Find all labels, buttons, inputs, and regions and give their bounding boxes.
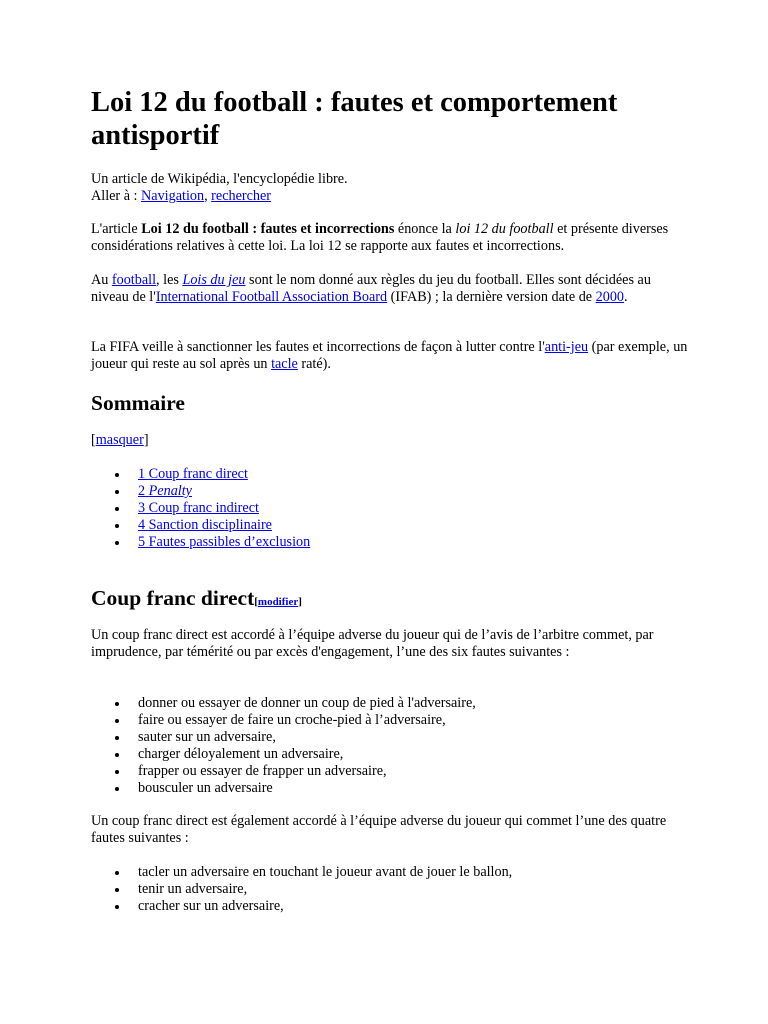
text: Au <box>91 272 112 288</box>
edit-section <box>254 596 302 608</box>
lois-du-jeu-link[interactable]: Lois du jeu <box>182 272 246 288</box>
toc-number: 1 <box>138 466 146 482</box>
list-item: bousculer un adversaire <box>91 780 691 797</box>
toc-hide-link[interactable]: masquer <box>95 432 144 448</box>
section-title: Coup franc direct <box>91 586 255 610</box>
text: sont le nom donné aux règles du jeu du football. Elles sont décidées au niveau de l' <box>91 272 651 305</box>
toc-link-coup-franc-direct[interactable] <box>138 466 248 482</box>
fouls-list <box>91 864 691 915</box>
list-item: cracher sur un adversaire, <box>91 898 691 915</box>
year-2000-link[interactable]: 2000 <box>595 289 625 305</box>
section-heading-coup-franc-direct <box>91 585 302 615</box>
fouls-list <box>91 695 691 797</box>
toc-link-penalty[interactable] <box>138 483 192 499</box>
anti-jeu-link[interactable]: anti-jeu <box>544 339 589 355</box>
list-item: tacler un adversaire en touchant le joueur avant de jouer le ballon, <box>91 864 691 881</box>
text: (IFAB) ; la dernière version date de <box>387 289 596 305</box>
toc-heading: Sommaire <box>91 391 185 415</box>
toc-toggle <box>91 432 691 449</box>
toc-number: 4 <box>138 517 146 533</box>
toc-link-coup-franc-indirect[interactable] <box>138 500 259 516</box>
bracket: [ <box>254 596 258 608</box>
page-title: Loi 12 du football : fautes et comportement antisportif <box>91 87 618 151</box>
bracket: ] <box>298 596 302 608</box>
list-item: charger déloyalement un adversaire, <box>91 746 691 763</box>
toc-number: 3 <box>138 500 146 516</box>
football-link[interactable]: football <box>111 272 157 288</box>
source-line: Un article de Wikipédia, l'encyclopédie libre. <box>91 171 348 187</box>
list-item: tenir un adversaire, <box>91 881 691 898</box>
text: raté). <box>297 356 331 372</box>
toc-number: 5 <box>138 534 146 550</box>
article-subject: Loi 12 du football : fautes et incorrections <box>141 221 395 237</box>
paragraph-intro <box>91 221 691 255</box>
text: L'article <box>91 221 142 237</box>
toc-number: 2 <box>138 483 146 499</box>
toc-label: Fautes passibles d’exclusion <box>148 534 311 550</box>
list-item: donner ou essayer de donner un coup de pied à l'adversaire, <box>91 695 691 712</box>
toc-list <box>91 466 691 551</box>
text: , les <box>156 272 183 288</box>
text: et présente diverses considérations relatives à cette loi. La loi 12 se rapporte aux fautes et incorrections. <box>91 221 669 254</box>
goto-separator: , <box>204 188 212 204</box>
toc-link-sanction-disciplinaire[interactable] <box>138 517 272 533</box>
toc-item <box>91 500 691 517</box>
navigation-link[interactable]: Navigation <box>141 188 205 204</box>
article-intro <box>91 171 691 205</box>
text: La FIFA veille à sanctionner les fautes et incorrections de façon à lutter contre l' <box>91 339 545 355</box>
section-paragraph: Un coup franc direct est également accordé à l’équipe adverse du joueur qui commet l’une des quatre fautes suivantes : <box>91 813 667 846</box>
text: énonce la <box>394 221 456 237</box>
bracket: ] <box>143 432 149 448</box>
toc-item <box>91 483 691 500</box>
edit-section-link[interactable]: modifier <box>257 596 299 608</box>
paragraph-laws <box>91 272 691 306</box>
list-item: faire ou essayer de faire un croche-pied à l’adversaire, <box>91 712 691 729</box>
toc-label: Coup franc indirect <box>148 500 259 516</box>
toc-label: Coup franc direct <box>148 466 248 482</box>
section-paragraph: Un coup franc direct est accordé à l’équipe adverse du joueur qui de l’avis de l’arbitre commet, par imprudence, par témérité ou par excès d'engagement, l’une des six fautes suivantes : <box>91 627 654 660</box>
tacle-link[interactable]: tacle <box>271 356 298 372</box>
text: (par exemple, un joueur qui reste au sol après un <box>91 339 688 372</box>
law-name: loi 12 du football <box>455 221 554 237</box>
toc-link-fautes-exclusion[interactable] <box>138 534 310 550</box>
list-item: sauter sur un adversaire, <box>91 729 691 746</box>
text: . <box>624 289 628 305</box>
list-item: frapper ou essayer de frapper un adversaire, <box>91 763 691 780</box>
toc-item <box>91 517 691 534</box>
bracket: [ <box>91 432 96 448</box>
toc-item <box>91 466 691 483</box>
toc-label: Penalty <box>148 483 192 499</box>
search-link[interactable]: rechercher <box>211 188 272 204</box>
ifab-link[interactable]: International Football Association Board <box>155 289 388 305</box>
toc-label: Sanction disciplinaire <box>148 517 272 533</box>
toc-item <box>91 534 691 551</box>
goto-prefix: Aller à : <box>91 188 142 204</box>
paragraph-fifa <box>91 339 691 373</box>
